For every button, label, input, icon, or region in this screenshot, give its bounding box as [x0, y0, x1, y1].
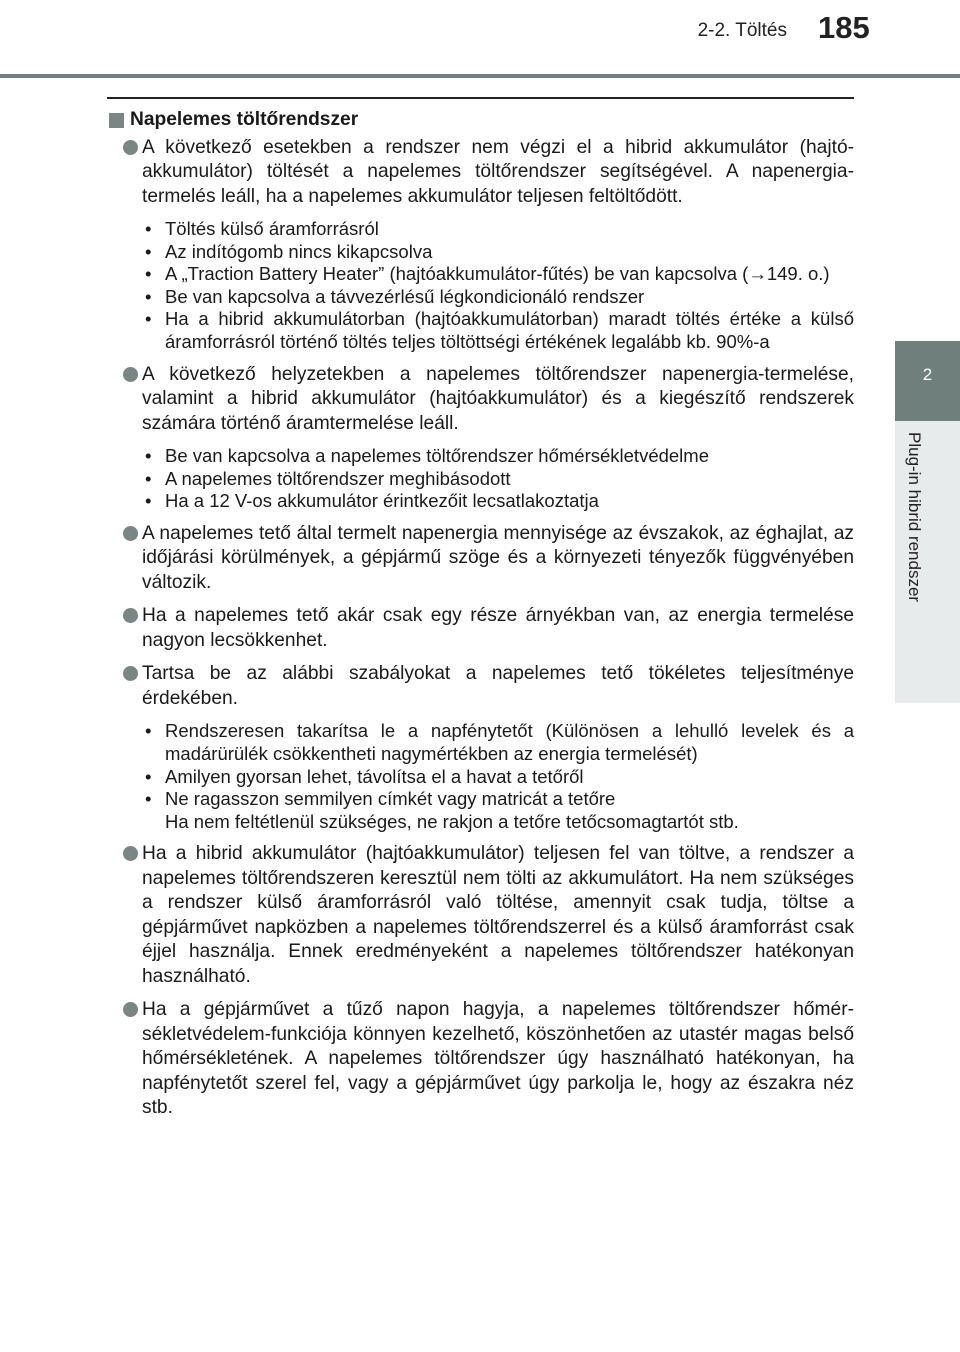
list-item-text: Rendszeresen takarítsa le a napfénytetőt (Különösen a lehulló levelek és a madárürülék csökkentheti nagymértékben az energia termelését) — [165, 720, 854, 764]
paragraph — [107, 842, 854, 989]
paragraph — [107, 522, 854, 596]
list-item-text: Amilyen gyorsan lehet, távolítsa el a havat a tetőről — [165, 765, 584, 787]
bullet-list — [107, 218, 854, 354]
paragraph-text: Ha a hibrid akkumulátor (hajtóakkumulátor) teljesen fel van töltve, a rendszer a napelemes töltőrendszeren keresztül nem tölti az akkumulátort. Ha nem szükséges a rendszer külső áramforrásról való töltése, amennyit csak tudja, töltse a gépjárművet napközben a napelemes töltőrendszerrel és a külső áramforrást csak éjjel használja. Ennek eredményeként a napelemes töltőrendszer hatékonyan használható. — [142, 843, 854, 987]
list-item — [107, 788, 854, 833]
circle-bullet-icon — [123, 608, 138, 623]
list-item — [107, 263, 854, 286]
list-item — [107, 308, 854, 353]
paragraph-text: A napelemes tető által termelt napenergia mennyisége az évszakok, az éghajlat, az időjárási körülmények, a gépjármű szöge és a környezeti tényezők függvényében változik. — [142, 522, 854, 593]
bullet-icon: • — [145, 240, 152, 262]
paragraph-text: A következő esetekben a rendszer nem végzi el a hibrid akkumulátor (hajtóakkumulátor) töltését a napelemes töltőrendszer segítségével. A napenergia-termelés leáll, ha a napelemes akkumulátor teljesen feltöltődött. — [142, 136, 854, 207]
section-title: Napelemes töltőrendszer — [130, 109, 359, 130]
paragraph — [107, 604, 854, 653]
list-item-text: A „Traction Battery Heater” (hajtóakkumulátor-fűtés) be van kapcsolva (→149. o.) — [165, 263, 830, 285]
circle-bullet-icon — [123, 140, 138, 155]
circle-bullet-icon — [123, 846, 138, 861]
circle-bullet-icon — [123, 526, 138, 541]
bullet-icon: • — [145, 308, 152, 330]
bullet-list — [107, 445, 854, 513]
list-item — [107, 766, 854, 789]
list-item — [107, 241, 854, 264]
paragraph — [107, 998, 854, 1121]
paragraph-text: Ha a napelemes tető akár csak egy része árnyékban van, az energia termelése nagyon lecsökkenhet. — [142, 605, 854, 651]
chapter-tab — [895, 341, 960, 421]
bullet-icon: • — [145, 765, 152, 787]
page-number: 185 — [818, 10, 870, 45]
bullet-icon: • — [145, 788, 152, 810]
chapter-number: 2 — [922, 365, 933, 384]
list-item-text: Ne ragasszon semmilyen címkét vagy matricát a tetőre Ha nem feltétlenül szükséges, ne rakjon a tetőre tetőcsomagtartót stb. — [165, 788, 739, 832]
list-item — [107, 445, 854, 468]
list-item-text: Az indítógomb nincs kikapcsolva — [165, 240, 433, 262]
list-item-text: Ha a hibrid akkumulátorban (hajtóakkumulátorban) maradt töltés értéke a külső áramforrásról történő töltés teljes töltöttségi értékének legalább kb. 90%-a — [165, 308, 854, 352]
circle-bullet-icon — [123, 666, 138, 681]
page-content — [107, 108, 854, 1130]
paragraph — [107, 662, 854, 711]
circle-bullet-icon — [123, 1002, 138, 1017]
bullet-icon: • — [145, 720, 152, 742]
list-item-text: Töltés külső áramforrásról — [165, 218, 379, 239]
list-item — [107, 720, 854, 765]
bullet-icon: • — [145, 445, 152, 467]
list-item — [107, 286, 854, 309]
bullet-icon: • — [145, 490, 152, 512]
circle-bullet-icon — [123, 367, 138, 382]
list-item-text: Be van kapcsolva a napelemes töltőrendszer hőmérsékletvédelme — [165, 445, 709, 467]
list-item-text: Ha a 12 V-os akkumulátor érintkezőit lecsatlakoztatja — [165, 490, 599, 512]
chapter-title: Plug-in hibrid rendszer — [905, 432, 924, 603]
list-item-text: A napelemes töltőrendszer meghibásodott — [165, 467, 511, 489]
header-section-title: 2-2. Töltés — [697, 20, 787, 41]
bullet-icon: • — [145, 218, 152, 239]
paragraph-text: Ha a gépjárművet a tűző napon hagyja, a napelemes töltőrendszer hőmérsékletvédelem-funkciója könnyen kezelhető, köszönhetően az utastér magas belső hőmérsékletének. A napelemes töltőrendszer úgy használható hatékonyan, ha napfénytetőt szerel fel, vagy a gépjárművet úgy parkolja le, hogy az északra néz stb. — [142, 999, 854, 1119]
bullet-icon: • — [145, 263, 152, 285]
paragraph — [107, 136, 854, 210]
list-item — [107, 490, 854, 513]
header-rule — [0, 74, 960, 78]
bullet-icon: • — [145, 285, 152, 307]
list-item — [107, 468, 854, 491]
paragraph-text: A következő helyzetekben a napelemes töltőrendszer napenergia-termelése, valamint a hibrid akkumulátor (hajtóakkumulátor) és a kiegészítő rendszerek számára történő áramtermelése leáll. — [142, 363, 854, 434]
list-item — [107, 218, 854, 241]
list-item-text: Be van kapcsolva a távvezérlésű légkondicionáló rendszer — [165, 285, 645, 307]
square-bullet-icon — [109, 113, 124, 128]
paragraph — [107, 363, 854, 437]
bullet-list — [107, 720, 854, 833]
bullet-icon: • — [145, 467, 152, 489]
section-heading — [107, 108, 854, 133]
section-rule — [107, 97, 854, 99]
paragraph-text: Tartsa be az alábbi szabályokat a napelemes tető tökéletes teljesítménye érdekében. — [142, 663, 854, 709]
